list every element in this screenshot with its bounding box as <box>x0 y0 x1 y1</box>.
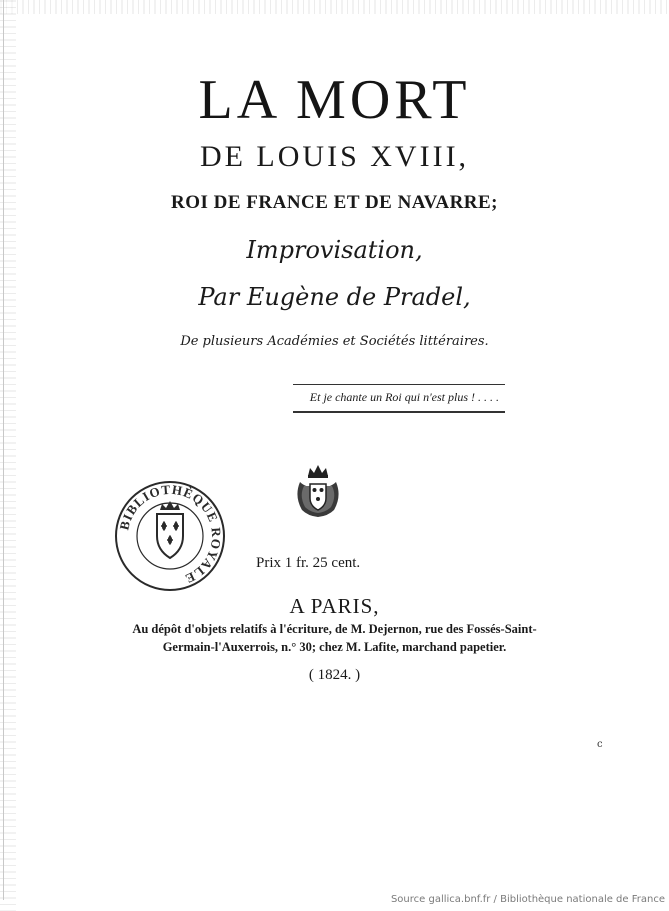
affiliation-line: De plusieurs Académies et Sociétés littéraires. <box>180 334 489 349</box>
epigraph-text: Et je chante un Roi qui n'est plus ! . . . . <box>309 390 499 404</box>
price-line: Prix 1 fr. 25 cent. <box>256 555 361 571</box>
stamp-text: BIBLIOTHÈQUE ROYALE <box>116 481 225 587</box>
imprint-line-1: Au dépôt d'objets relatifs à l'écriture, de M. Dejernon, rue des Fossés-Saint- <box>132 622 537 636</box>
genre-line: Improvisation, <box>246 236 423 264</box>
imprint-city: A PARIS, <box>289 594 380 618</box>
title-line-1: LA MORT <box>198 69 471 131</box>
epigraph <box>293 384 505 413</box>
scan-edge-top <box>0 0 669 14</box>
title-line-3: ROI DE FRANCE ET DE NAVARRE; <box>170 192 499 213</box>
library-stamp-icon <box>114 480 226 592</box>
binding-edge <box>3 0 4 900</box>
title-line-2: DE LOUIS XVIII, <box>199 140 470 173</box>
page-mark: c <box>597 739 603 750</box>
imprint-year: ( 1824. ) <box>308 667 361 683</box>
imprint-line-2: Germain-l'Auxerrois, n.° 30; chez M. Lafite, marchand papetier. <box>162 640 507 654</box>
royal-arms-icon <box>290 462 346 520</box>
imprint-address <box>0 620 669 656</box>
author-line: Par Eugène de Pradel, <box>198 283 471 311</box>
source-note: Source gallica.bnf.fr / Bibliothèque nationale de France <box>390 894 665 905</box>
